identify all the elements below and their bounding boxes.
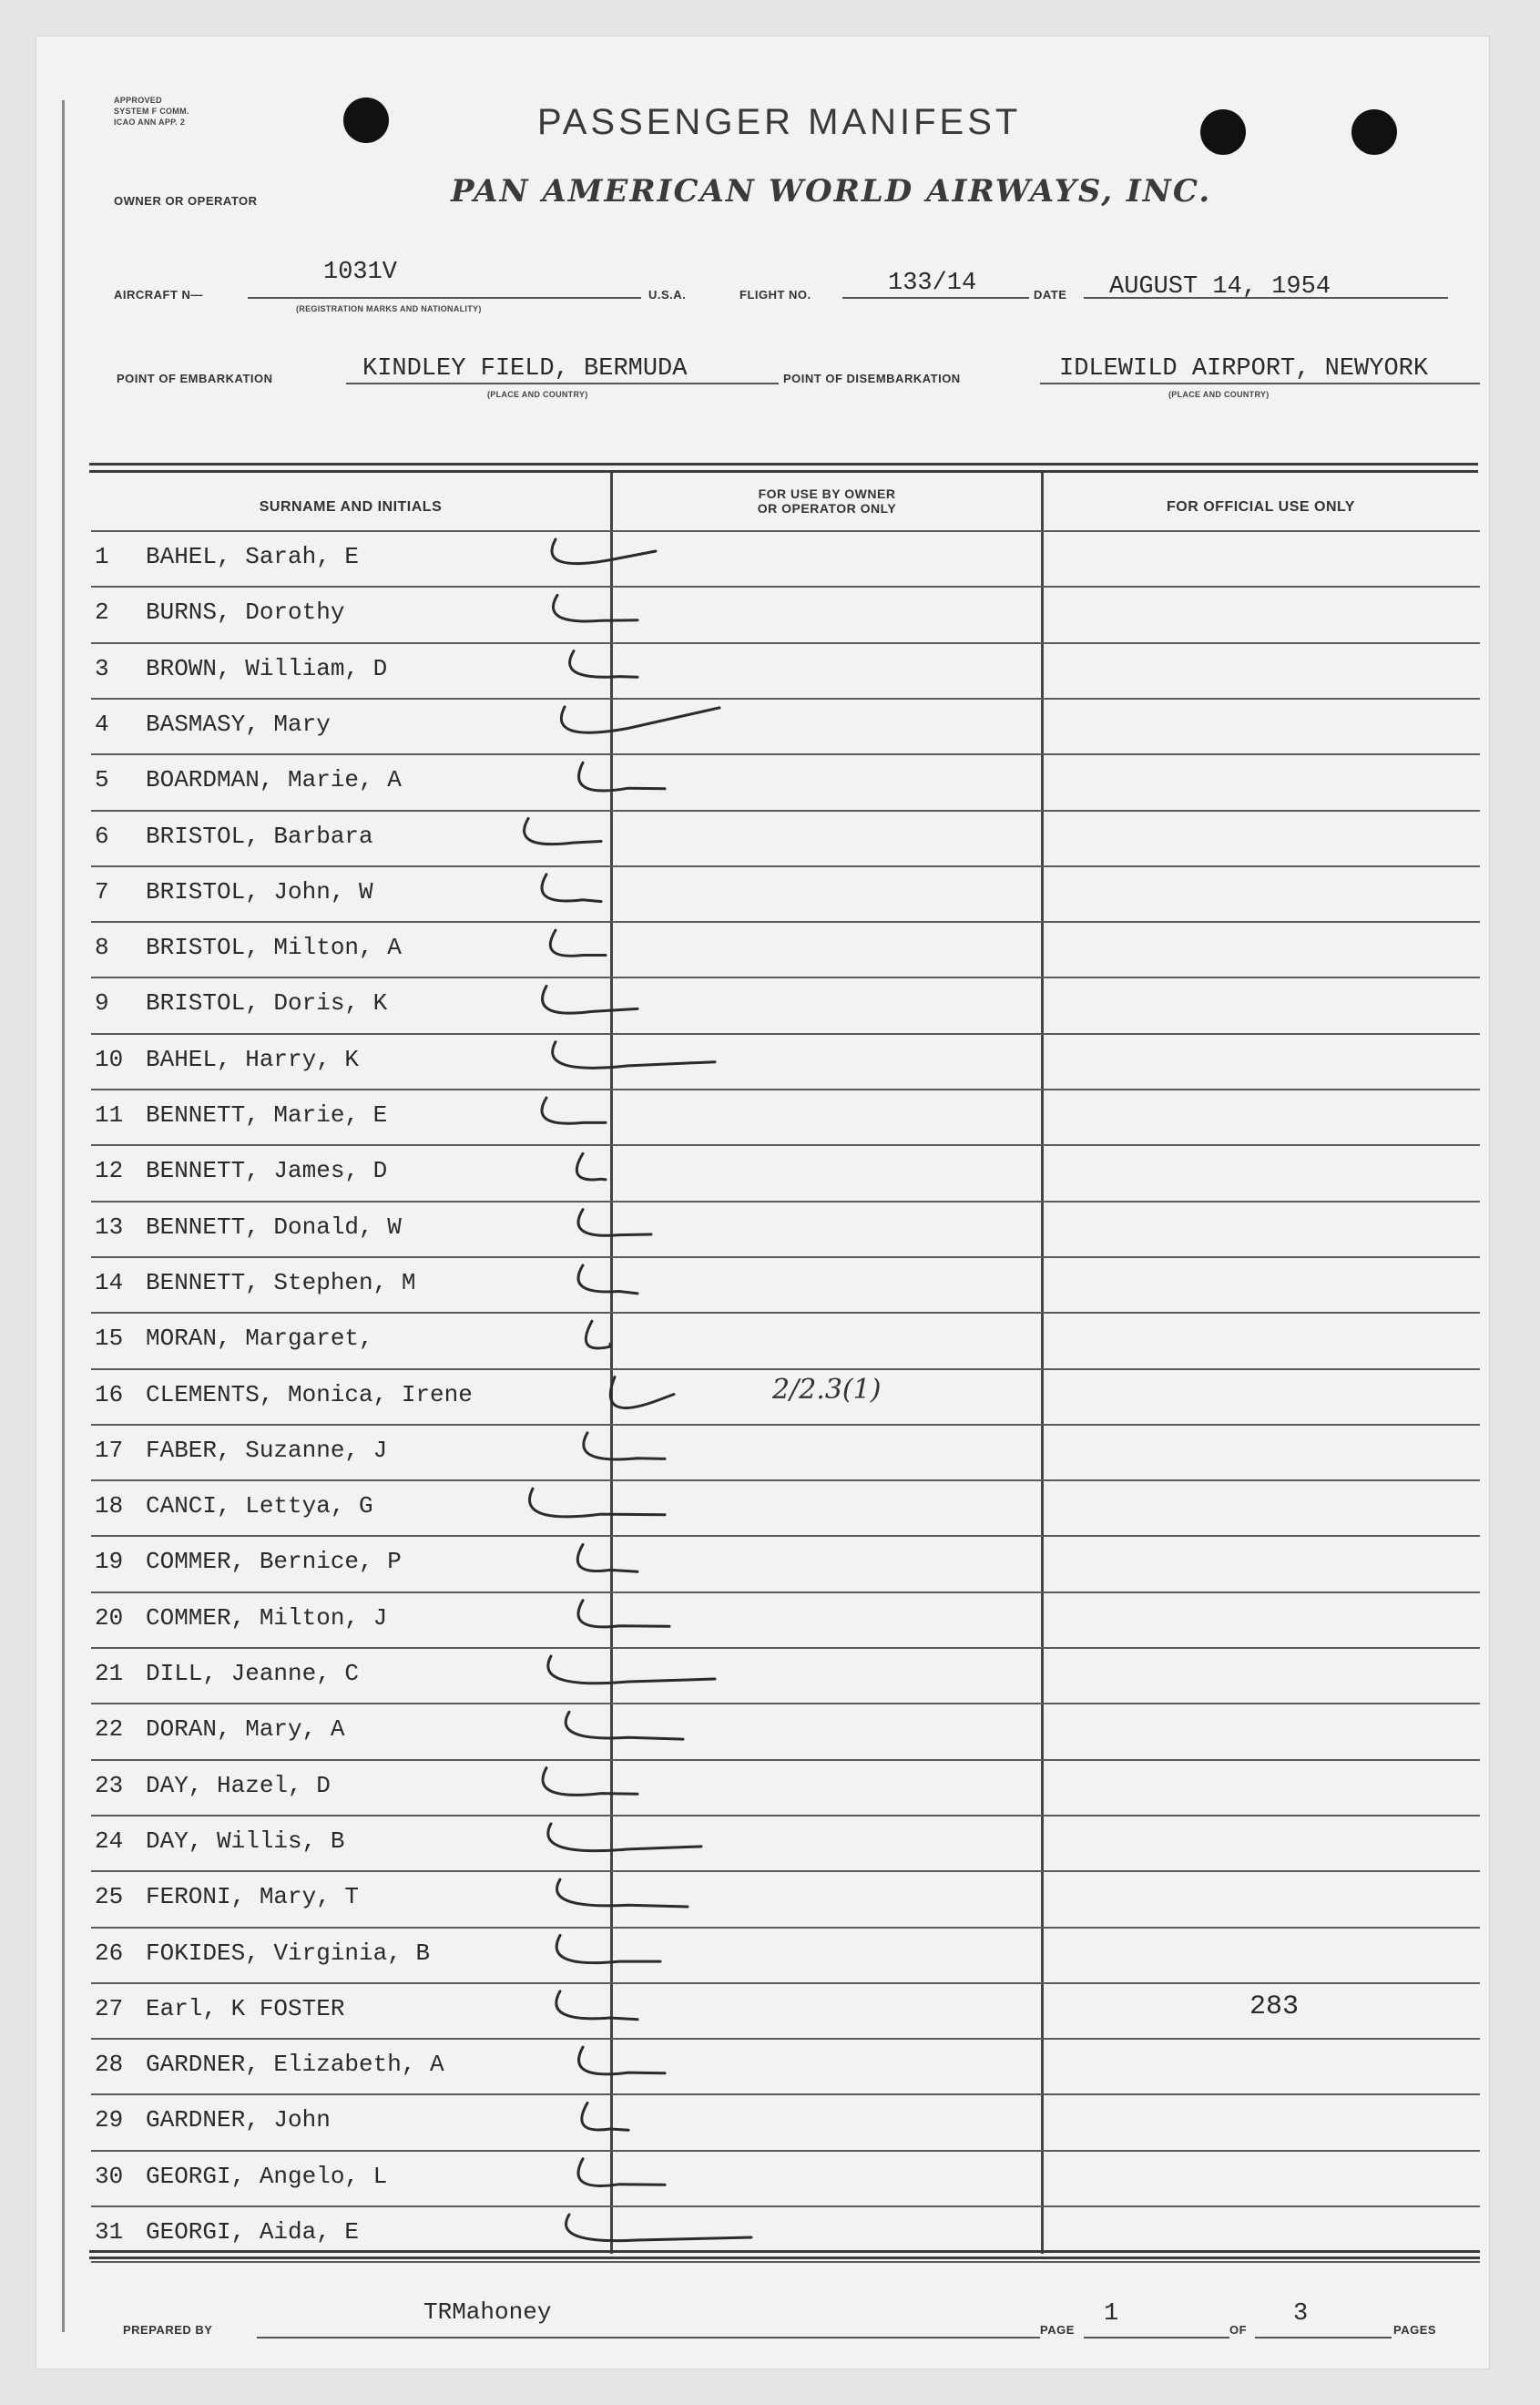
surname-header: SURNAME AND INITIALS <box>259 499 443 515</box>
check-mark <box>577 1544 637 1571</box>
passenger-name: BENNETT, James, D <box>146 1157 388 1185</box>
owner-use-header-line-1: FOR USE BY OWNER <box>758 486 896 501</box>
passenger-name: FOKIDES, Virginia, B <box>146 1939 431 1967</box>
check-mark <box>543 1768 637 1796</box>
passenger-number: 5 <box>95 766 109 794</box>
passenger-number: 31 <box>95 2218 124 2246</box>
passenger-name: BASMASY, Mary <box>146 710 331 738</box>
check-mark <box>579 762 665 791</box>
passenger-number: 17 <box>95 1436 124 1464</box>
passenger-number: 2 <box>95 599 109 627</box>
disembarkation-caption: (PLACE AND COUNTRY) <box>1168 390 1270 399</box>
passenger-name: DAY, Hazel, D <box>146 1771 331 1799</box>
disembarkation-label: POINT OF DISEMBARKATION <box>783 372 961 385</box>
passenger-number: 6 <box>95 822 109 850</box>
passenger-number: 30 <box>95 2162 124 2190</box>
passenger-name: FERONI, Mary, T <box>146 1883 360 1911</box>
passenger-number: 18 <box>95 1492 124 1520</box>
passenger-number: 12 <box>95 1157 124 1185</box>
check-mark <box>553 1042 715 1069</box>
passenger-number: 3 <box>95 654 109 682</box>
table-bottom-rule-1 <box>89 2250 1480 2253</box>
company-name: PAN AMERICAN WORLD AIRWAYS, INC. <box>451 173 1212 210</box>
approval-line-2: SYSTEM F COMM. <box>114 107 189 116</box>
embarkation-label: POINT OF EMBARKATION <box>117 372 273 385</box>
passenger-name: BAHEL, Sarah, E <box>146 543 360 570</box>
check-mark <box>556 1991 637 2020</box>
passenger-number: 4 <box>95 710 109 738</box>
check-mark <box>550 930 606 956</box>
passenger-number: 13 <box>95 1213 124 1241</box>
disembarkation-value: IDLEWILD AIRPORT, NEWYORK <box>1059 355 1429 383</box>
embarkation-caption: (PLACE AND COUNTRY) <box>487 390 588 399</box>
passenger-name: Earl, K FOSTER <box>146 1994 345 2022</box>
passenger-number: 21 <box>95 1660 124 1687</box>
check-mark <box>586 1321 610 1348</box>
approval-line-1: APPROVED <box>114 96 162 105</box>
official-use-header: FOR OFFICIAL USE ONLY <box>1167 499 1355 515</box>
passenger-name: BENNETT, Stephen, M <box>146 1268 416 1296</box>
passenger-number: 11 <box>95 1101 124 1129</box>
check-mark <box>557 1879 688 1907</box>
check-mark <box>561 707 719 732</box>
prepared-by-underline <box>257 2337 1040 2338</box>
check-mark <box>553 595 637 621</box>
passenger-name: BRISTOL, Barbara <box>146 822 373 850</box>
check-mark <box>578 1265 637 1294</box>
passenger-name: GARDNER, John <box>146 2106 331 2134</box>
passenger-name: BRISTOL, John, W <box>146 877 373 906</box>
passenger-name: MORAN, Margaret, <box>146 1325 373 1353</box>
passenger-name: FABER, Suzanne, J <box>146 1436 388 1464</box>
check-mark <box>566 2215 751 2241</box>
row16-owner-annotation: 2/2.3(1) <box>772 1374 882 1406</box>
check-mark <box>530 1489 665 1517</box>
check-mark <box>552 539 656 564</box>
owner-use-header-line-2: OR OPERATOR ONLY <box>757 501 897 516</box>
passenger-name: CANCI, Lettya, G <box>146 1492 373 1520</box>
aircraft-label: AIRCRAFT N— <box>114 288 203 302</box>
owner-label: OWNER OR OPERATOR <box>114 194 258 208</box>
page-label: PAGE <box>1040 2323 1075 2337</box>
prepared-by-label: PREPARED BY <box>123 2323 213 2337</box>
country-label: U.S.A. <box>648 288 687 302</box>
passenger-number: 26 <box>95 1939 124 1967</box>
check-mark <box>556 1936 660 1963</box>
passenger-name: COMMER, Milton, J <box>146 1603 388 1632</box>
check-mark <box>542 875 601 902</box>
passenger-number: 22 <box>95 1715 124 1744</box>
pages-label: PAGES <box>1393 2323 1437 2337</box>
of-value: 3 <box>1293 2300 1309 2328</box>
check-mark <box>584 1433 665 1459</box>
prepared-by-value: TRMahoney <box>423 2298 552 2326</box>
date-value: AUGUST 14, 1954 <box>1109 273 1331 301</box>
passenger-number: 24 <box>95 1827 124 1855</box>
passenger-number: 7 <box>95 877 109 906</box>
passenger-name: DAY, Willis, B <box>146 1827 345 1855</box>
check-mark <box>548 1656 715 1684</box>
approval-line-3: ICAO ANN APP. 2 <box>114 118 186 127</box>
date-label: DATE <box>1034 288 1067 302</box>
passenger-number: 10 <box>95 1045 124 1073</box>
registration-caption: (REGISTRATION MARKS AND NATIONALITY) <box>296 304 482 313</box>
flight-label: FLIGHT NO. <box>739 288 811 302</box>
table-bottom-rule-2 <box>89 2257 1480 2259</box>
of-label: OF <box>1229 2323 1248 2337</box>
check-mark <box>576 1153 606 1180</box>
passenger-number: 15 <box>95 1325 124 1353</box>
passenger-name: DILL, Jeanne, C <box>146 1660 360 1687</box>
aircraft-value: 1031V <box>323 259 398 286</box>
passenger-number: 29 <box>95 2106 124 2134</box>
passenger-number: 19 <box>95 1548 124 1576</box>
passenger-name: BENNETT, Marie, E <box>146 1101 388 1129</box>
check-mark <box>542 1098 606 1123</box>
passenger-number: 16 <box>95 1380 124 1408</box>
passenger-number: 20 <box>95 1603 124 1632</box>
check-mark <box>578 1601 669 1627</box>
passenger-name: BROWN, William, D <box>146 654 388 682</box>
passenger-number: 27 <box>95 1994 124 2022</box>
passenger-name: BENNETT, Donald, W <box>146 1213 402 1241</box>
passenger-number: 8 <box>95 934 109 962</box>
passenger-name: BAHEL, Harry, K <box>146 1045 360 1073</box>
check-mark <box>525 819 601 844</box>
check-mark <box>578 2159 665 2186</box>
manifest-title: PASSENGER MANIFEST <box>537 102 1022 142</box>
passenger-name: COMMER, Bernice, P <box>146 1548 402 1576</box>
passenger-name: GEORGI, Angelo, L <box>146 2162 388 2190</box>
check-mark <box>610 1377 674 1408</box>
passenger-number: 23 <box>95 1771 124 1799</box>
passenger-name: CLEMENTS, Monica, Irene <box>146 1380 473 1408</box>
passenger-name: BURNS, Dorothy <box>146 599 345 627</box>
check-mark <box>543 986 637 1013</box>
passenger-name: BRISTOL, Doris, K <box>146 989 388 1018</box>
passenger-number: 28 <box>95 2051 124 2079</box>
check-mark <box>578 1210 651 1236</box>
check-mark <box>570 651 637 678</box>
page-underline <box>1084 2337 1229 2338</box>
passenger-number: 9 <box>95 989 109 1018</box>
check-mark <box>579 2047 665 2074</box>
passenger-number: 1 <box>95 543 109 570</box>
passenger-name: GEORGI, Aida, E <box>146 2218 360 2246</box>
passenger-number: 14 <box>95 1268 124 1296</box>
check-mark <box>582 2103 628 2130</box>
page-value: 1 <box>1104 2300 1119 2328</box>
flight-value: 133/14 <box>888 270 977 297</box>
check-mark <box>548 1824 701 1851</box>
row27-official-annotation: 283 <box>1249 1991 1300 2022</box>
embarkation-value: KINDLEY FIELD, BERMUDA <box>362 355 688 383</box>
passenger-name: BOARDMAN, Marie, A <box>146 766 402 794</box>
passenger-name: GARDNER, Elizabeth, A <box>146 2051 444 2079</box>
of-underline <box>1255 2337 1392 2338</box>
passenger-name: DORAN, Mary, A <box>146 1715 345 1744</box>
check-mark <box>566 1712 683 1739</box>
passenger-number: 25 <box>95 1883 124 1911</box>
passenger-name: BRISTOL, Milton, A <box>146 934 402 962</box>
